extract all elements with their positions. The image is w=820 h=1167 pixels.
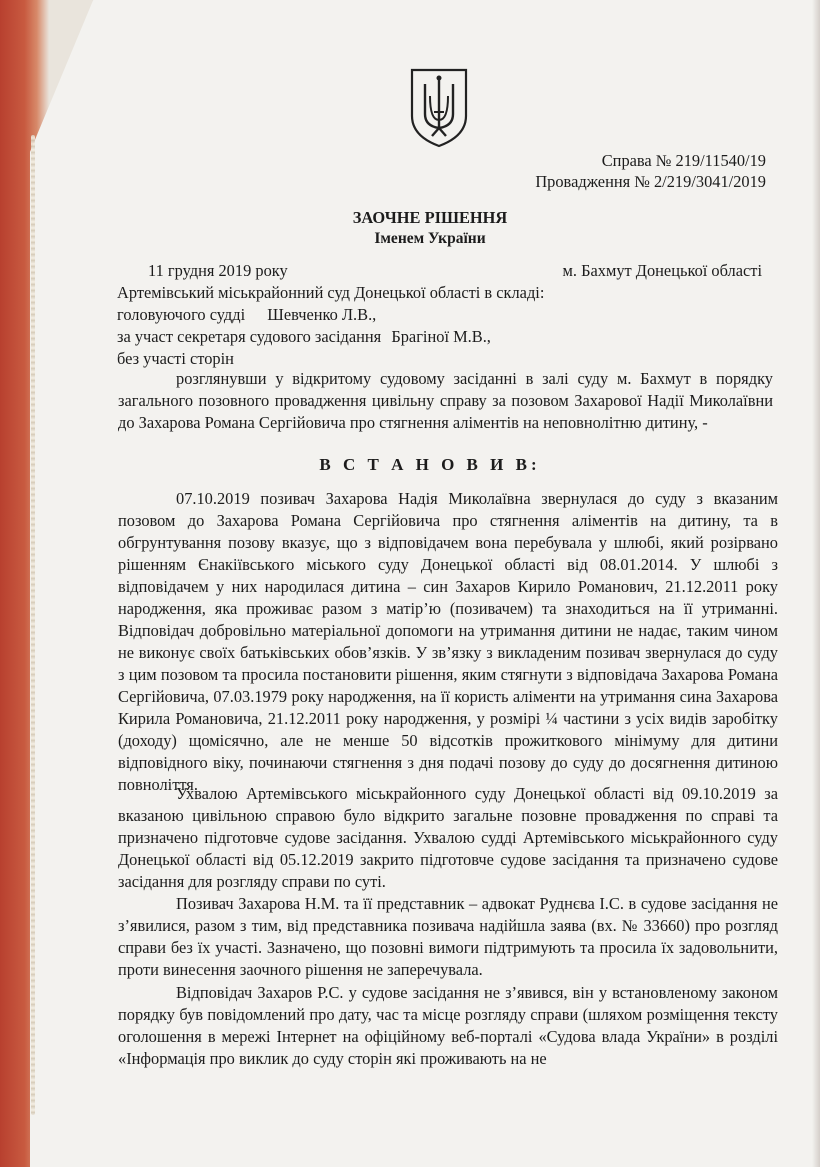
- ukraine-coat-of-arms-icon: [408, 66, 470, 150]
- proceeding-number: Провадження № 2/219/3041/2019: [535, 172, 766, 191]
- judge-line: [117, 304, 544, 326]
- decision-title: [0, 207, 820, 249]
- court-composition: Артемівський міськрайонний суд Донецької області в складі:: [117, 283, 545, 302]
- parties-note: без участі сторін: [117, 349, 234, 368]
- paragraph-text: 07.10.2019 позивач Захарова Надія Миколаївна звернулася до суду з вказаним позовом до Захарова Романа Сергійовича про стягнення аліментів на дитину, та в обгрунтування позову вказує, що з відповідачем вона перебувала у шлюбі, який розірвано рішенням Єнакіївського міського суду Донецької області від 08.01.2014. У шлюбі з відповідачем у них народилася дитина – син Захаров Кирило Романович, 21.12.2011 року народження, яка проживає разом з матір’ю (позивачем) та знаходиться на її утриманні. Відповідач добровільно матеріальної допомоги на утримання дитини не надає, таким чином не виконує своїх батьківських обов’язків. У зв’язку з викладеним позивач звернулася до суду з цим позовом та просила постановити рішення, яким стягнути з відповідача Захарова Романа Сергійовича, 07.03.1979 року народження, на її користь аліменти на утримання сина Захарова Кирила Романовича, 21.12.2011 року народження, у розмірі ¼ частини з усіх видів заробітку (доходу) щомісячно, але не менше 50 відсотків прожиткового мінімуму для дитини відповідного віку, починаючи стягнення з дня подачі позову до суду до досягнення дитиною повноліття.: [118, 489, 778, 794]
- intro-paragraph: [118, 368, 773, 434]
- title-sub: Іменем України: [374, 230, 486, 247]
- judge-name: Шевченко Л.В.,: [267, 305, 377, 324]
- secretary-label: за участ секретаря судового засідання: [117, 327, 382, 346]
- intro-text: розглянувши у відкритому судовому засіданні в залі суду м. Бахмут в порядку загального позовного провадження цивільну справу за позовом Захарової Надії Миколаївни до Захарова Романа Сергійовича про стягнення аліментів на неповнолітню дитину, -: [118, 369, 773, 432]
- paragraph-defendant: [118, 982, 778, 1070]
- date-line: [148, 261, 762, 281]
- secretary-line: [117, 326, 544, 348]
- decision-date: 11 грудня 2019 року: [148, 261, 288, 280]
- case-number-block: [535, 150, 766, 192]
- paragraph-plaintiff: [118, 893, 778, 981]
- paragraph-claim: [118, 488, 778, 796]
- section-heading: В С Т А Н О В И В:: [319, 455, 541, 474]
- title-main: ЗАОЧНЕ РІШЕННЯ: [352, 208, 508, 227]
- secretary-name: Брагіної М.В.,: [391, 327, 491, 346]
- decision-city: м. Бахмут Донецької області: [562, 261, 762, 280]
- case-number: Справа № 219/11540/19: [601, 151, 766, 170]
- paragraph-text: Відповідач Захаров Р.С. у судове засідання не з’явився, він у встановленому законом порядку був повідомлений про дату, час та місце розгляду справи (шляхом розміщення тексту оголошення в мережі Інтернет на офіційному веб-порталі «Судова влада України» в розділі «Інформація про виклик до суду сторін які проживають на не: [118, 983, 778, 1068]
- paragraph-ruling: [118, 783, 778, 893]
- judge-label: головуючого судді: [117, 305, 246, 324]
- court-composition-block: [117, 282, 544, 370]
- paragraph-text: Позивач Захарова Н.М. та її представник – адвокат Руднєва І.С. в судове засідання не з’явилися, разом з тим, від представника позивача надійшла заява (вх. № 33660) про розгляд справи без їх участі. Зазначено, що позовні вимоги підтримують та просила їх задовольнити, проти винесення заочного рішення не заперечувала.: [118, 894, 778, 979]
- paragraph-text: Ухвалою Артемівського міськрайонного суду Донецької області від 09.10.2019 за вказаною цивільною справою було відкрито загальне позовне провадження по справі та призначено підготовче судове засідання. Ухвалою судді Артемівського міськрайонного суду Донецької області від 05.12.2019 закрито підготовче судове засідання та призначено судове засідання для розгляду справи по суті.: [118, 784, 778, 891]
